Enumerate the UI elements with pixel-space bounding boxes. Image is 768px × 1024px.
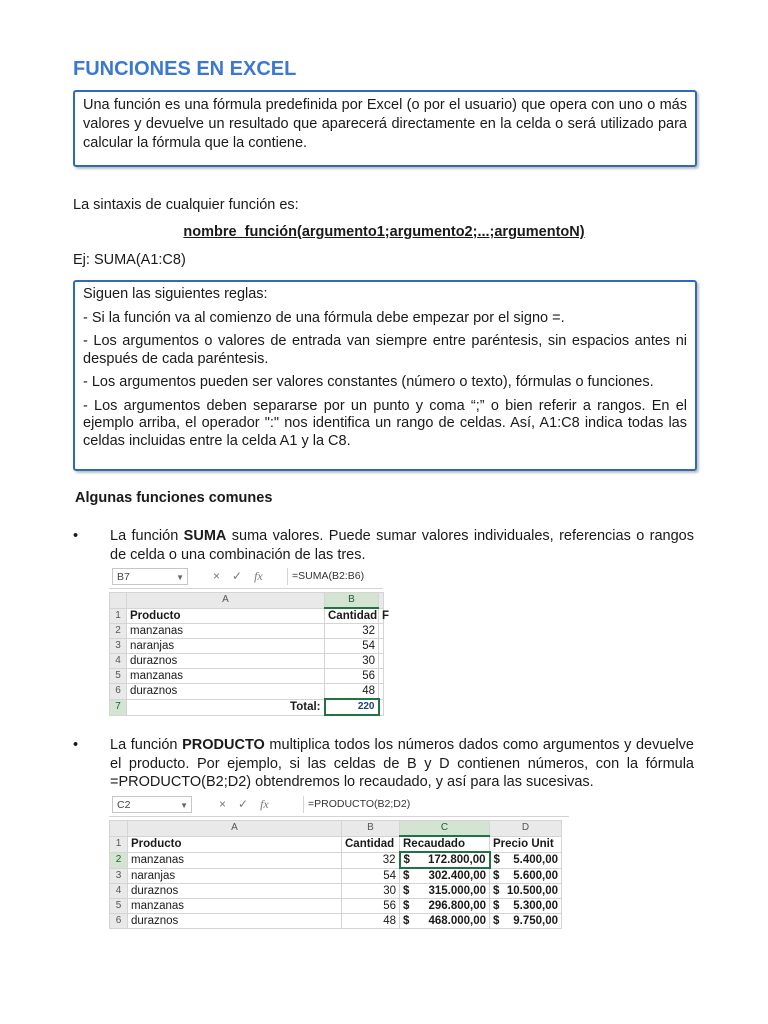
cell[interactable] — [490, 899, 562, 914]
cancel-icon[interactable]: × — [219, 797, 227, 811]
syntax-intro: La sintaxis de cualquier función es: — [73, 197, 299, 213]
sheet-grid — [109, 820, 562, 929]
currency-symbol: $ — [403, 915, 410, 927]
cell[interactable]: duraznos — [128, 914, 342, 929]
cell[interactable]: manzanas — [128, 899, 342, 914]
row-header[interactable]: 3 — [110, 868, 128, 884]
function-name-suma: SUMA — [183, 528, 227, 544]
formula-input[interactable]: =SUMA(B2:B6) — [287, 568, 384, 585]
cell[interactable] — [490, 914, 562, 929]
column-header-b[interactable]: B — [325, 593, 379, 609]
cancel-icon[interactable]: × — [213, 569, 221, 583]
column-header-row — [110, 593, 384, 609]
row-header[interactable]: 1 — [110, 836, 128, 852]
bullet-dot: • — [73, 737, 79, 753]
column-header-row — [110, 821, 562, 837]
rule-item: - Los argumentos deben separarse por un punto y coma “;” o bien referir a rangos. En el ejemplo arriba, el operador ":" nos identifica un rango de celdas. Así, A1:C8 indica todas las celdas incluidas entre la celda A1 y la C8. — [83, 397, 687, 449]
bullet-suma-text — [110, 527, 694, 564]
column-header-c[interactable]: C — [400, 821, 490, 837]
cell-value: 5.300,00 — [513, 900, 558, 912]
bullet-prefix: La función — [110, 528, 184, 544]
currency-symbol: $ — [403, 870, 410, 882]
currency-symbol: $ — [403, 885, 410, 897]
column-header-d[interactable]: D — [490, 821, 562, 837]
cell-value: 315.000,00 — [428, 885, 486, 897]
rule-item: - Los argumentos o valores de entrada van siempre entre paréntesis, sin espacios antes ni después de cada paréntesis. — [83, 333, 687, 367]
cell-value: 9.750,00 — [513, 915, 558, 927]
cell[interactable] — [400, 868, 490, 884]
cell[interactable]: naranjas — [128, 868, 342, 884]
cell[interactable]: 54 — [325, 639, 379, 654]
column-header-c[interactable] — [379, 593, 384, 609]
rules-heading: Siguen las siguientes reglas: — [83, 286, 268, 302]
cell-value: 5.600,00 — [513, 869, 558, 882]
cell[interactable] — [400, 899, 490, 914]
table-row — [110, 669, 384, 684]
cell[interactable]: 32 — [342, 852, 400, 868]
cell[interactable] — [379, 624, 384, 639]
bullet-dot: • — [73, 528, 79, 544]
cell[interactable]: F — [379, 608, 384, 624]
common-functions-heading: Algunas funciones comunes — [75, 490, 273, 506]
cell[interactable] — [490, 868, 562, 884]
rules-box — [73, 280, 697, 471]
currency-symbol: $ — [403, 854, 410, 866]
currency-symbol: $ — [493, 915, 500, 927]
bullet-rest: multiplica todos los números dados como argumentos y devuelve el producto. Por ejemplo, si las celdas de B y D contienen números, con la fórmula =PRODUCTO(B2;D2) obtendremos lo recaudado, y así para las sucesivas. — [110, 737, 694, 790]
cell-value: 10.500,00 — [506, 885, 558, 897]
total-label[interactable]: Total: — [127, 699, 325, 715]
cell[interactable] — [379, 699, 384, 715]
row-header[interactable]: 4 — [110, 884, 128, 899]
syntax-line: nombre_función(argumento1;argumento2;...;argumentoN) — [183, 224, 585, 240]
cell[interactable]: 56 — [325, 669, 379, 684]
select-all-corner[interactable] — [110, 593, 127, 609]
table-row — [110, 868, 562, 884]
cell[interactable]: 32 — [325, 624, 379, 639]
cell[interactable]: Cantidad — [325, 608, 379, 624]
table-row — [110, 884, 562, 899]
cell[interactable] — [400, 914, 490, 929]
cell[interactable]: duraznos — [127, 684, 325, 700]
row-header[interactable]: 3 — [110, 639, 127, 654]
cell[interactable] — [379, 684, 384, 700]
cell-value: 302.400,00 — [428, 870, 486, 882]
function-icon[interactable]: fx — [260, 797, 269, 811]
cell[interactable]: Precio Unit — [490, 836, 562, 852]
bullet-producto-text — [110, 736, 694, 792]
column-header-b[interactable]: B — [342, 821, 400, 837]
row-header[interactable]: 2 — [110, 852, 128, 868]
cell[interactable]: Cantidad — [342, 836, 400, 852]
column-header-a[interactable]: A — [128, 821, 342, 837]
table-row — [110, 639, 384, 654]
row-header[interactable]: 2 — [110, 624, 127, 639]
row-header[interactable]: 5 — [110, 899, 128, 914]
rule-item: - Si la función va al comienzo de una fórmula debe empezar por el signo =. — [83, 309, 565, 326]
bullet-prefix: La función — [110, 737, 183, 753]
check-icon[interactable]: ✓ — [232, 569, 243, 583]
excel-sheet-suma — [109, 566, 390, 716]
cell[interactable]: 30 — [342, 884, 400, 899]
column-header-a[interactable]: A — [127, 593, 325, 609]
select-all-corner[interactable] — [110, 821, 128, 837]
currency-symbol: $ — [493, 885, 500, 897]
cell[interactable] — [490, 884, 562, 899]
row-header[interactable]: 1 — [110, 608, 127, 624]
row-header[interactable]: 4 — [110, 654, 127, 669]
chevron-down-icon[interactable]: ▼ — [176, 573, 184, 582]
formula-icons — [219, 796, 281, 813]
name-box[interactable] — [112, 568, 188, 585]
cell-value: 468.000,00 — [428, 915, 486, 927]
currency-symbol: $ — [493, 854, 500, 866]
table-row — [110, 608, 384, 624]
cell[interactable]: naranjas — [127, 639, 325, 654]
table-row — [110, 654, 384, 669]
cell[interactable] — [490, 852, 562, 868]
cell-value: 296.800,00 — [428, 900, 486, 912]
table-row — [110, 914, 562, 929]
excel-sheet-producto — [109, 794, 569, 936]
cell[interactable] — [379, 669, 384, 684]
currency-symbol: $ — [493, 900, 500, 912]
page-title: FUNCIONES EN EXCEL — [73, 58, 297, 80]
cell[interactable]: 48 — [325, 684, 379, 700]
cell[interactable]: 56 — [342, 899, 400, 914]
formula-icons — [213, 568, 275, 585]
cell[interactable]: manzanas — [127, 624, 325, 639]
bullet-rest: suma valores. Puede sumar valores individuales, referencias o rangos de celda o una combinación de las tres. — [110, 528, 694, 563]
cell[interactable] — [379, 654, 384, 669]
cell-reference: C2 — [117, 799, 131, 811]
sheet-grid — [109, 592, 390, 716]
row-header[interactable]: 6 — [110, 684, 127, 700]
table-row — [110, 852, 562, 868]
formula-bar — [109, 566, 383, 589]
check-icon[interactable]: ✓ — [238, 797, 249, 811]
table-row — [110, 899, 562, 914]
row-header[interactable]: 6 — [110, 914, 128, 929]
example-line: Ej: SUMA(A1:C8) — [73, 252, 186, 268]
cell[interactable]: 30 — [325, 654, 379, 669]
table-row — [110, 684, 384, 700]
cell[interactable]: 54 — [342, 868, 400, 884]
formula-input[interactable]: =PRODUCTO(B2;D2) — [303, 796, 570, 813]
row-header[interactable]: 7 — [110, 699, 127, 715]
definition-box — [73, 90, 697, 167]
cell[interactable]: manzanas — [127, 669, 325, 684]
chevron-down-icon[interactable]: ▼ — [180, 801, 188, 810]
definition-text: Una función es una fórmula predefinida por Excel (o por el usuario) que opera con uno o más valores y devuelve un resultado que aparecerá directamente en la celda o será utilizado para calcular la fórmula que la contiene. — [83, 97, 687, 151]
name-box[interactable] — [112, 796, 192, 813]
rule-item: - Los argumentos pueden ser valores constantes (número o texto), fórmulas o funciones. — [83, 374, 654, 390]
cell[interactable]: Recaudado — [400, 836, 490, 852]
cell-value: 5.400,00 — [513, 854, 558, 866]
cell[interactable]: duraznos — [127, 654, 325, 669]
table-row — [110, 836, 562, 852]
currency-symbol: $ — [403, 900, 410, 912]
formula-bar — [109, 794, 569, 817]
row-header[interactable]: 5 — [110, 669, 127, 684]
table-row — [110, 624, 384, 639]
cell[interactable]: Producto — [127, 608, 325, 624]
cell-value: 172.800,00 — [427, 854, 486, 866]
function-icon[interactable]: fx — [254, 569, 263, 583]
cell[interactable] — [400, 884, 490, 899]
cell[interactable]: Producto — [128, 836, 342, 852]
table-row — [110, 699, 384, 715]
cell[interactable] — [379, 639, 384, 654]
cell[interactable]: manzanas — [128, 852, 342, 868]
currency-symbol: $ — [493, 869, 500, 882]
cell-reference: B7 — [117, 571, 130, 583]
cell[interactable]: 48 — [342, 914, 400, 929]
function-name-producto: PRODUCTO — [182, 737, 265, 753]
cell[interactable]: duraznos — [128, 884, 342, 899]
cell[interactable] — [400, 852, 490, 868]
total-cell[interactable]: 220 — [325, 699, 379, 715]
